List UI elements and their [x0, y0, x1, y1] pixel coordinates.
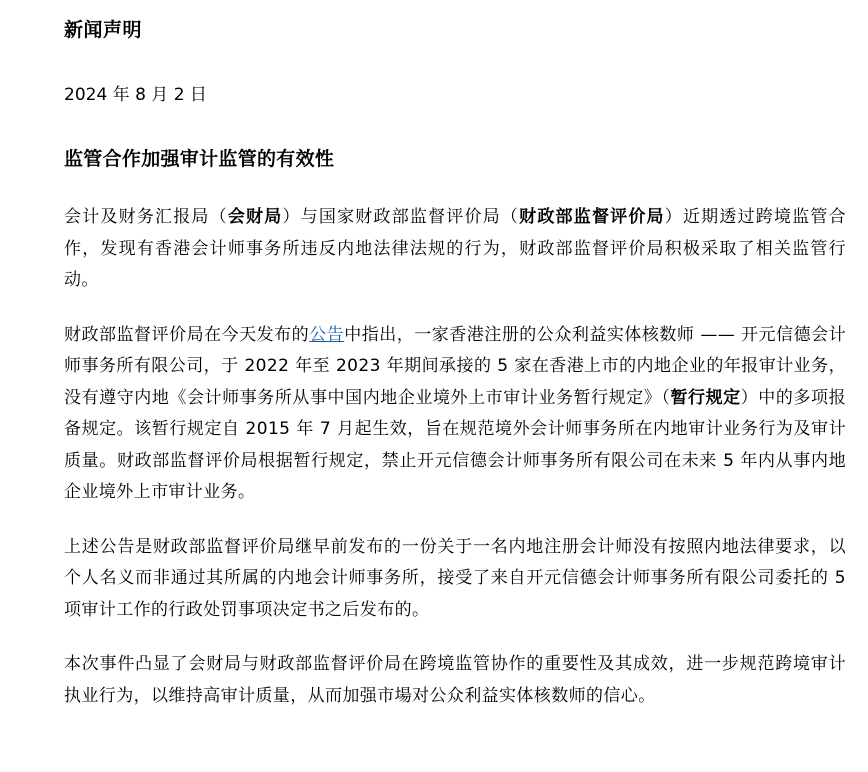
paragraph-text: 上述公告是财政部监督评价局继早前发布的一份关于一名内地注册会计师没有按照内地法律要求，以个人名义而非通过其所属的内地会计师事务所，接受了来自开元信德会计师事务所有限公司委托的 5 项审计工作的行政处罚事项决定书之后发布的。 — [64, 536, 846, 620]
paragraph-text: ）中的多项报备规定。该暂行规定自 2015 年 7 月起生效，旨在规范境外会计师事务所在内地审计业务行为及审计质量。财政部监督评价局根据暂行规定，禁止开元信德会计师事务所有限公司在未来 5 年内从事内地企业境外上市审计业务。 — [64, 387, 846, 502]
bold-term-afrc: 会财局 — [227, 207, 283, 227]
paragraph-text: 本次事件凸显了会财局与财政部监督评价局在跨境监管协作的重要性及其成效，进一步规范跨境审计执业行为，以维持高审计质量，从而加强市場对公众利益实体核数师的信心。 — [64, 654, 846, 706]
announcement-link[interactable]: 公告 — [309, 324, 345, 345]
paragraph-text: 财政部监督评价局在今天发布的 — [64, 324, 310, 345]
bold-term-interim-rules: 暂行规定 — [670, 387, 741, 408]
paragraph-text: ）与国家财政部监督评价局（ — [282, 207, 520, 227]
paragraph-text: 会计及财务汇报局（ — [64, 207, 228, 227]
paragraph-text: ）近期透过跨境监管合作，发现有香港会计师事务所违反内地法律法规的行为，财政部监督评价局积极采取了相关监管行动。 — [64, 207, 847, 290]
page-title: 新闻声明 — [64, 19, 143, 41]
bold-term-mof-bureau: 财政部监督评价局 — [519, 207, 665, 227]
paragraph-3 — [64, 532, 846, 627]
paragraph-text: 中指出，一家香港注册的公众利益实体核数师 —— 开元信德会计师事务所有限公司，于 2022 年至 2023 年期间承接的 5 家在香港上市的内地企业的年报审计业务，没有遵守内地《会计师事务所从事中国内地企业境外上市审计业务暂行规定》（ — [64, 324, 846, 408]
headline: 监管合作加强审计监管的有效性 — [64, 148, 335, 170]
release-date: 2024 年 8 月 2 日 — [64, 85, 207, 105]
paragraph-2 — [64, 320, 846, 509]
paragraph-4 — [64, 649, 846, 712]
paragraph-1 — [64, 202, 846, 297]
press-release — [64, 14, 846, 735]
